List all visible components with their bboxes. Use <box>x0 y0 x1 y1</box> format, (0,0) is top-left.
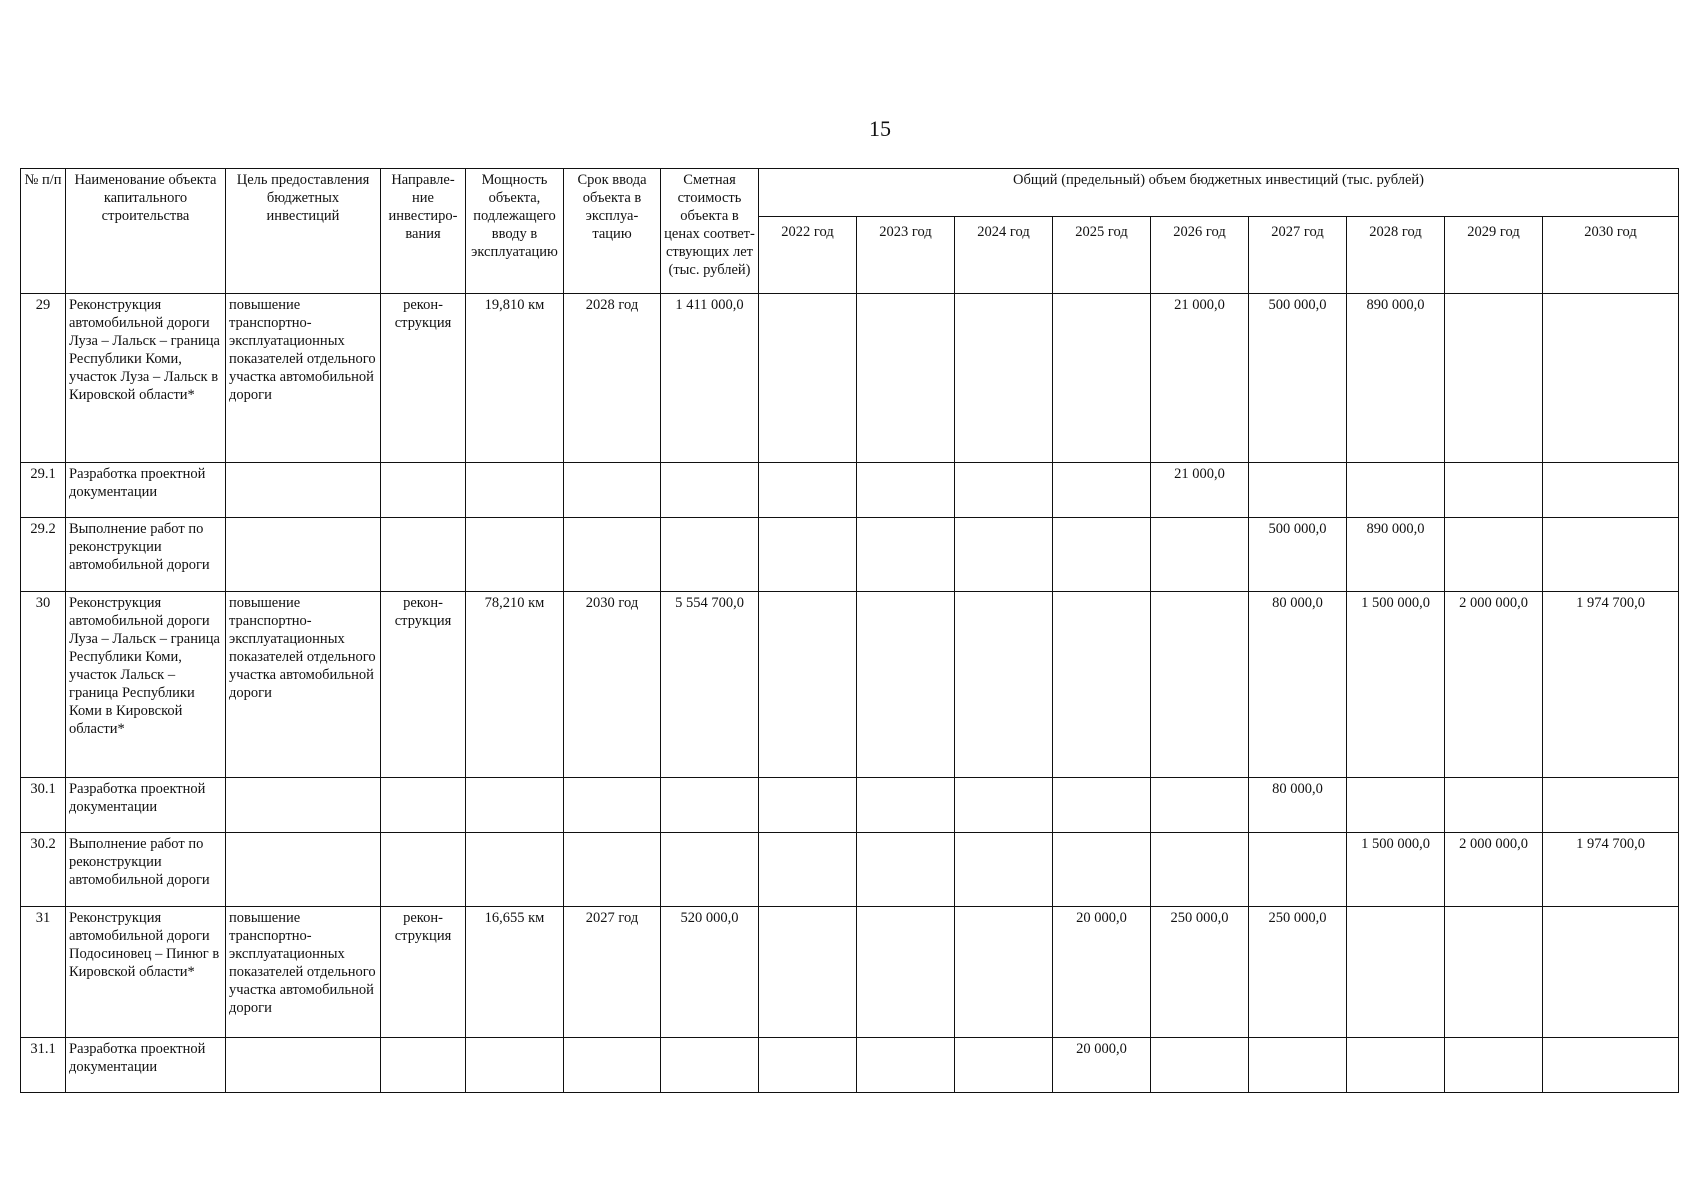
object-capacity: 78,210 км <box>466 592 564 778</box>
year-value <box>759 463 857 518</box>
investment-goal <box>226 778 381 833</box>
year-value <box>1445 294 1543 463</box>
object-capacity <box>466 833 564 907</box>
investment-goal <box>226 833 381 907</box>
object-capacity <box>466 463 564 518</box>
year-value <box>1347 778 1445 833</box>
estimated-cost <box>661 518 759 592</box>
year-value <box>1543 1038 1679 1093</box>
year-value <box>759 1038 857 1093</box>
year-value: 20 000,0 <box>1053 907 1151 1038</box>
estimated-cost <box>661 1038 759 1093</box>
year-value <box>857 907 955 1038</box>
investment-goal <box>226 518 381 592</box>
year-value <box>1151 518 1249 592</box>
investment-goal: повышение транспортно-эксплуатационных показателей отдельного участка автомобильной дороги <box>226 592 381 778</box>
year-value <box>1445 1038 1543 1093</box>
year-value: 250 000,0 <box>1151 907 1249 1038</box>
year-value: 21 000,0 <box>1151 463 1249 518</box>
investment-goal: повышение транспортно-эксплуатационных показателей отдельного участка автомобильной дороги <box>226 294 381 463</box>
header-deadline: Срок ввода объекта в эксплуа-тацию <box>564 169 661 294</box>
year-value <box>857 463 955 518</box>
table-row <box>21 294 1679 463</box>
commissioning-deadline: 2028 год <box>564 294 661 463</box>
page-number: 15 <box>869 116 891 141</box>
year-value: 1 974 700,0 <box>1543 592 1679 778</box>
investment-goal <box>226 1038 381 1093</box>
header-year: 2022 год <box>759 217 857 294</box>
year-value <box>759 592 857 778</box>
object-name: Выполнение работ по реконструкции автомобильной дороги <box>66 518 226 592</box>
table-row <box>21 778 1679 833</box>
year-value <box>857 778 955 833</box>
year-value: 250 000,0 <box>1249 907 1347 1038</box>
header-year: 2024 год <box>955 217 1053 294</box>
investment-direction <box>381 463 466 518</box>
year-value <box>1053 592 1151 778</box>
year-value <box>1053 294 1151 463</box>
table-row <box>21 463 1679 518</box>
estimated-cost: 5 554 700,0 <box>661 592 759 778</box>
year-value <box>1053 463 1151 518</box>
year-value <box>1249 1038 1347 1093</box>
object-name: Реконструкция автомобильной дороги Луза – Лальск – граница Республики Коми, участок Луза – Лальск в Кировской области* <box>66 294 226 463</box>
commissioning-deadline: 2030 год <box>564 592 661 778</box>
row-number: 31 <box>21 907 66 1038</box>
year-value <box>1053 833 1151 907</box>
object-name: Выполнение работ по реконструкции автомобильной дороги <box>66 833 226 907</box>
table-row <box>21 518 1679 592</box>
year-value <box>1053 518 1151 592</box>
row-number: 30.2 <box>21 833 66 907</box>
estimated-cost <box>661 833 759 907</box>
year-value: 890 000,0 <box>1347 294 1445 463</box>
year-value <box>1151 778 1249 833</box>
commissioning-deadline <box>564 518 661 592</box>
year-value: 1 974 700,0 <box>1543 833 1679 907</box>
investment-direction <box>381 778 466 833</box>
year-value: 20 000,0 <box>1053 1038 1151 1093</box>
year-value <box>955 518 1053 592</box>
row-number: 29.2 <box>21 518 66 592</box>
row-number: 29 <box>21 294 66 463</box>
year-value <box>857 1038 955 1093</box>
year-value <box>857 518 955 592</box>
year-value <box>1543 518 1679 592</box>
year-value <box>1445 907 1543 1038</box>
row-number: 30.1 <box>21 778 66 833</box>
year-value <box>857 833 955 907</box>
object-name: Реконструкция автомобильной дороги Подосиновец – Пинюг в Кировской области* <box>66 907 226 1038</box>
year-value <box>1543 294 1679 463</box>
investment-direction <box>381 1038 466 1093</box>
commissioning-deadline <box>564 1038 661 1093</box>
year-value <box>1543 463 1679 518</box>
year-value <box>1445 778 1543 833</box>
header-year: 2026 год <box>1151 217 1249 294</box>
year-value <box>1347 1038 1445 1093</box>
investment-direction <box>381 518 466 592</box>
row-number: 29.1 <box>21 463 66 518</box>
estimated-cost: 1 411 000,0 <box>661 294 759 463</box>
year-value: 890 000,0 <box>1347 518 1445 592</box>
year-value: 500 000,0 <box>1249 518 1347 592</box>
year-value: 2 000 000,0 <box>1445 592 1543 778</box>
object-capacity <box>466 518 564 592</box>
estimated-cost <box>661 778 759 833</box>
header-year: 2030 год <box>1543 217 1679 294</box>
table-row <box>21 833 1679 907</box>
year-value: 1 500 000,0 <box>1347 592 1445 778</box>
header-total: Общий (предельный) объем бюджетных инвестиций (тыс. рублей) <box>759 169 1679 217</box>
year-value <box>1445 518 1543 592</box>
header-num: № п/п <box>21 169 66 294</box>
year-value: 500 000,0 <box>1249 294 1347 463</box>
year-value <box>857 592 955 778</box>
investment-direction: рекон-струкция <box>381 907 466 1038</box>
object-capacity: 19,810 км <box>466 294 564 463</box>
table-row <box>21 1038 1679 1093</box>
year-value: 80 000,0 <box>1249 592 1347 778</box>
commissioning-deadline <box>564 833 661 907</box>
header-name: Наименование объекта капитального строительства <box>66 169 226 294</box>
investment-goal <box>226 463 381 518</box>
header-direction: Направле-ние инвестиро-вания <box>381 169 466 294</box>
row-number: 31.1 <box>21 1038 66 1093</box>
object-capacity <box>466 778 564 833</box>
table-row <box>21 907 1679 1038</box>
year-value <box>857 294 955 463</box>
object-name: Разработка проектной документации <box>66 1038 226 1093</box>
year-value: 2 000 000,0 <box>1445 833 1543 907</box>
header-year: 2029 год <box>1445 217 1543 294</box>
row-number: 30 <box>21 592 66 778</box>
commissioning-deadline <box>564 463 661 518</box>
year-value <box>759 778 857 833</box>
year-value: 80 000,0 <box>1249 778 1347 833</box>
header-year: 2023 год <box>857 217 955 294</box>
commissioning-deadline: 2027 год <box>564 907 661 1038</box>
year-value <box>1445 463 1543 518</box>
year-value <box>1151 592 1249 778</box>
year-value <box>1151 1038 1249 1093</box>
year-value <box>1347 463 1445 518</box>
year-value <box>1543 907 1679 1038</box>
header-year: 2027 год <box>1249 217 1347 294</box>
investment-direction: рекон-струкция <box>381 592 466 778</box>
year-value <box>955 907 1053 1038</box>
header-year: 2028 год <box>1347 217 1445 294</box>
header-capacity: Мощность объекта, подлежащего вводу в эксплуатацию <box>466 169 564 294</box>
object-capacity: 16,655 км <box>466 907 564 1038</box>
year-value <box>1249 833 1347 907</box>
year-value <box>955 833 1053 907</box>
header-goal: Цель предоставления бюджетных инвестиций <box>226 169 381 294</box>
table-row <box>21 592 1679 778</box>
object-name: Разработка проектной документации <box>66 463 226 518</box>
object-name: Реконструкция автомобильной дороги Луза – Лальск – граница Республики Коми, участок Лальск – граница Республики Коми в Кировской области* <box>66 592 226 778</box>
year-value <box>759 294 857 463</box>
year-value <box>1249 463 1347 518</box>
estimated-cost: 520 000,0 <box>661 907 759 1038</box>
year-value <box>1053 778 1151 833</box>
year-value <box>1347 907 1445 1038</box>
object-capacity <box>466 1038 564 1093</box>
estimated-cost <box>661 463 759 518</box>
year-value <box>955 463 1053 518</box>
year-value <box>759 833 857 907</box>
year-value <box>955 592 1053 778</box>
year-value <box>955 778 1053 833</box>
investment-direction <box>381 833 466 907</box>
year-value <box>955 1038 1053 1093</box>
header-cost: Сметная стоимость объекта в ценах соответ-ствующих лет (тыс. рублей) <box>661 169 759 294</box>
year-value: 21 000,0 <box>1151 294 1249 463</box>
header-year: 2025 год <box>1053 217 1151 294</box>
object-name: Разработка проектной документации <box>66 778 226 833</box>
investment-goal: повышение транспортно-эксплуатационных показателей отдельного участка автомобильной дороги <box>226 907 381 1038</box>
year-value <box>1543 778 1679 833</box>
year-value <box>759 518 857 592</box>
year-value: 1 500 000,0 <box>1347 833 1445 907</box>
year-value <box>759 907 857 1038</box>
commissioning-deadline <box>564 778 661 833</box>
year-value <box>955 294 1053 463</box>
investment-direction: рекон-струкция <box>381 294 466 463</box>
year-value <box>1151 833 1249 907</box>
investment-table <box>20 168 1679 1093</box>
